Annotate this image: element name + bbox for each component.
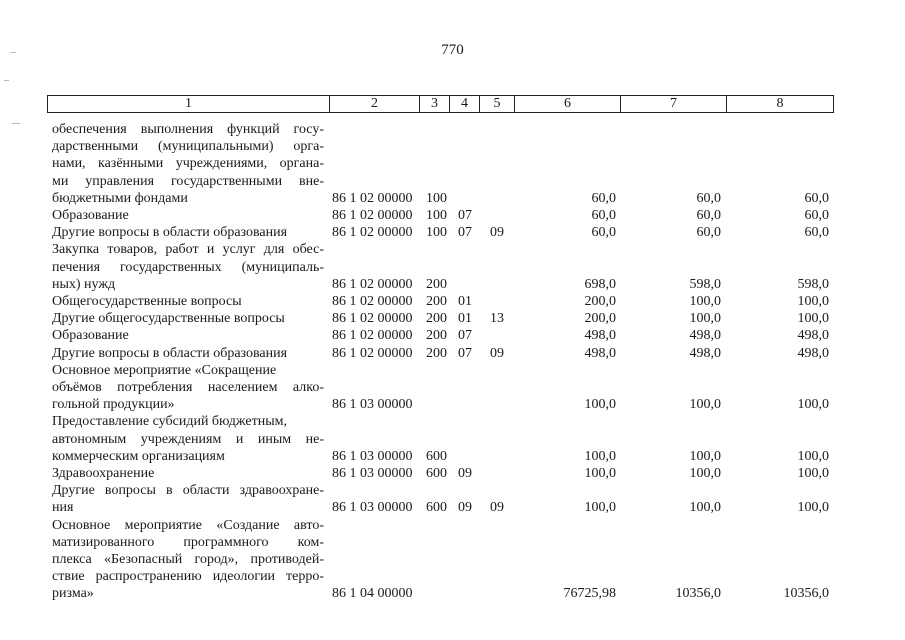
cell-desc: Другие вопросы в области образования (52, 225, 288, 241)
cell-desc: матизированного программного ком- (52, 534, 324, 550)
cell-desc: Основное мероприятие «Сокращение (52, 362, 277, 378)
scan-speck (4, 80, 9, 81)
page-number: 770 (441, 42, 464, 58)
cell-v8: 100,0 (797, 294, 829, 309)
cell-v8: 498,0 (797, 345, 829, 361)
table-row (0, 138, 905, 155)
cell-c3: 200 (426, 311, 447, 327)
cell-v6: 76725,98 (563, 586, 616, 602)
cell-c3: 100 (426, 190, 447, 206)
cell-c3: 200 (426, 294, 447, 309)
table-row (0, 293, 905, 310)
cell-c3: 200 (426, 328, 447, 344)
cell-desc: ми управления государственными вне- (52, 173, 324, 189)
cell-c4: 07 (458, 345, 472, 361)
cell-desc: гольной продукции» (52, 397, 175, 413)
cell-desc: обеспечения выполнения функций госу- (52, 122, 324, 137)
cell-c4: 01 (458, 294, 472, 309)
table-row (0, 482, 905, 499)
cell-v7: 100,0 (689, 294, 721, 309)
cell-desc: ствие распространению идеологии терро- (52, 569, 324, 585)
cell-desc: Другие вопросы в области здравоохране- (52, 483, 324, 499)
cell-v8: 60,0 (804, 208, 829, 223)
cell-v8: 10356,0 (783, 586, 829, 602)
cell-desc: печения государственных (муниципаль- (52, 259, 324, 275)
cell-desc: ния (52, 500, 74, 516)
cell-desc: ных) нужд (52, 276, 116, 292)
table-row (0, 413, 905, 430)
scan-speck (12, 123, 20, 124)
cell-v6: 60,0 (591, 190, 616, 206)
table-row (0, 585, 905, 602)
cell-desc: дарственными (муниципальными) орга- (52, 139, 324, 155)
table-row (0, 310, 905, 327)
table-row (0, 224, 905, 241)
header-col-1: 1 (47, 95, 330, 113)
table-row (0, 362, 905, 379)
table-row (0, 396, 905, 413)
cell-v8: 60,0 (804, 190, 829, 206)
cell-v7: 498,0 (689, 345, 721, 361)
cell-c4: 07 (458, 225, 472, 241)
cell-desc: объёмов потребления населением алко- (52, 380, 324, 395)
header-col-8: 8 (726, 95, 834, 113)
cell-code: 86 1 03 00000 (332, 500, 413, 516)
cell-desc: нами, казёнными учреждениями, органа- (52, 156, 324, 172)
cell-v6: 698,0 (584, 276, 616, 292)
cell-v7: 10356,0 (675, 586, 721, 602)
table-row (0, 121, 905, 138)
cell-v6: 100,0 (584, 466, 616, 481)
cell-desc: Другие общегосударственные вопросы (52, 311, 285, 327)
cell-v7: 60,0 (696, 208, 721, 223)
table-row (0, 465, 905, 482)
cell-v8: 100,0 (797, 466, 829, 481)
header-col-6: 6 (514, 95, 621, 113)
table-row (0, 499, 905, 516)
cell-v7: 100,0 (689, 448, 721, 464)
cell-v6: 60,0 (591, 225, 616, 241)
table-row (0, 173, 905, 190)
cell-c5: 09 (490, 500, 504, 516)
table-row (0, 345, 905, 362)
cell-desc: бюджетными фондами (52, 190, 188, 206)
cell-code: 86 1 02 00000 (332, 328, 413, 344)
cell-code: 86 1 02 00000 (332, 225, 413, 241)
cell-desc: Предоставление субсидий бюджетным, (52, 414, 288, 430)
header-col-7: 7 (620, 95, 727, 113)
cell-desc: коммерческим организациям (52, 448, 225, 464)
cell-v7: 100,0 (689, 311, 721, 327)
cell-v6: 498,0 (584, 328, 616, 344)
cell-c5: 13 (490, 311, 504, 327)
cell-v6: 100,0 (584, 500, 616, 516)
cell-v8: 498,0 (797, 328, 829, 344)
table-row (0, 448, 905, 465)
header-col-5: 5 (479, 95, 515, 113)
cell-code: 86 1 02 00000 (332, 208, 413, 223)
cell-c4: 01 (458, 311, 472, 327)
cell-v6: 60,0 (591, 208, 616, 223)
table-row (0, 517, 905, 534)
table-row (0, 207, 905, 224)
cell-v7: 598,0 (689, 276, 721, 292)
cell-code: 86 1 02 00000 (332, 311, 413, 327)
cell-code: 86 1 04 00000 (332, 586, 413, 602)
cell-code: 86 1 02 00000 (332, 190, 413, 206)
table-row (0, 155, 905, 172)
cell-c3: 600 (426, 466, 447, 481)
cell-v7: 60,0 (696, 225, 721, 241)
cell-c4: 07 (458, 328, 472, 344)
table-row (0, 568, 905, 585)
cell-v7: 100,0 (689, 466, 721, 481)
cell-c4: 07 (458, 208, 472, 223)
cell-c3: 200 (426, 276, 447, 292)
cell-v6: 200,0 (584, 311, 616, 327)
cell-c4: 09 (458, 466, 472, 481)
cell-c5: 09 (490, 345, 504, 361)
cell-v8: 100,0 (797, 397, 829, 413)
cell-v6: 200,0 (584, 294, 616, 309)
table-row (0, 534, 905, 551)
cell-v8: 100,0 (797, 500, 829, 516)
cell-v6: 498,0 (584, 345, 616, 361)
cell-v6: 100,0 (584, 448, 616, 464)
cell-code: 86 1 03 00000 (332, 397, 413, 413)
cell-c3: 100 (426, 208, 447, 223)
cell-v7: 100,0 (689, 500, 721, 516)
table-row (0, 259, 905, 276)
cell-code: 86 1 02 00000 (332, 294, 413, 309)
cell-desc: автономным учреждениям и иным не- (52, 431, 324, 447)
header-col-4: 4 (449, 95, 480, 113)
cell-v8: 60,0 (804, 225, 829, 241)
cell-code: 86 1 03 00000 (332, 466, 413, 481)
cell-c3: 600 (426, 448, 447, 464)
cell-desc: Образование (52, 208, 129, 223)
table-row (0, 241, 905, 258)
scan-speck (10, 52, 16, 53)
table-row (0, 379, 905, 396)
cell-v6: 100,0 (584, 397, 616, 413)
cell-c3: 200 (426, 345, 447, 361)
cell-v7: 498,0 (689, 328, 721, 344)
table-row (0, 276, 905, 293)
cell-v8: 100,0 (797, 448, 829, 464)
cell-code: 86 1 02 00000 (332, 276, 413, 292)
cell-desc: ризма» (52, 586, 94, 602)
cell-desc: Здравоохранение (52, 466, 155, 481)
cell-c5: 09 (490, 225, 504, 241)
cell-v7: 100,0 (689, 397, 721, 413)
cell-desc: Основное мероприятие «Создание авто- (52, 517, 324, 533)
cell-code: 86 1 03 00000 (332, 448, 413, 464)
header-col-3: 3 (419, 95, 450, 113)
cell-c3: 600 (426, 500, 447, 516)
cell-desc: Закупка товаров, работ и услуг для обес- (52, 242, 324, 258)
cell-v8: 598,0 (797, 276, 829, 292)
cell-desc: Другие вопросы в области образования (52, 345, 288, 361)
table-row (0, 431, 905, 448)
cell-desc: плекса «Безопасный город», противодей- (52, 552, 324, 567)
cell-desc: Образование (52, 328, 129, 344)
cell-code: 86 1 02 00000 (332, 345, 413, 361)
table-row (0, 327, 905, 344)
cell-v7: 60,0 (696, 190, 721, 206)
cell-c4: 09 (458, 500, 472, 516)
table-row (0, 190, 905, 207)
cell-v8: 100,0 (797, 311, 829, 327)
table-row (0, 551, 905, 568)
cell-desc: Общегосударственные вопросы (52, 294, 242, 309)
header-col-2: 2 (329, 95, 420, 113)
cell-c3: 100 (426, 225, 447, 241)
